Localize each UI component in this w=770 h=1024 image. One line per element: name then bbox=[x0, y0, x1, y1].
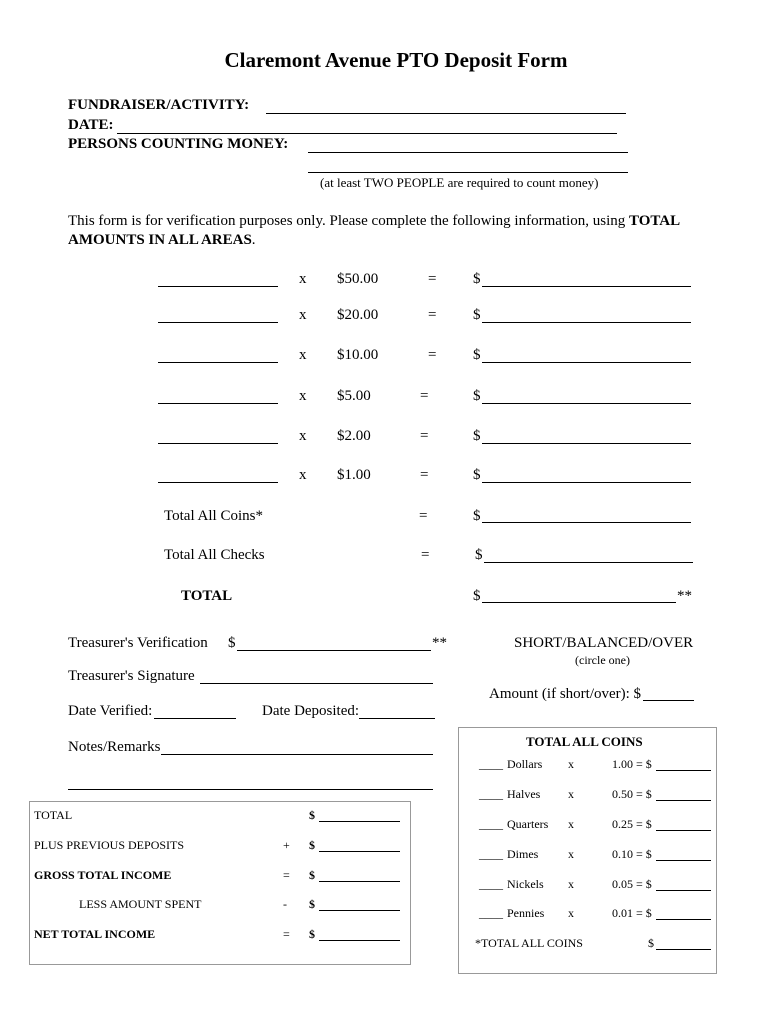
summary-row-dollar: $ bbox=[309, 838, 315, 852]
denomination-count-field[interactable] bbox=[158, 443, 278, 444]
coin-amount-field[interactable] bbox=[656, 860, 711, 861]
denomination-equals: = bbox=[428, 307, 437, 323]
denomination-value: $5.00 bbox=[337, 388, 371, 404]
coin-count-blank: ____ bbox=[479, 817, 503, 831]
coins-total-field[interactable] bbox=[656, 949, 711, 950]
summary-row-amount-field[interactable] bbox=[319, 940, 400, 941]
treasurer-verification-label: Treasurer's Verification bbox=[68, 635, 208, 651]
page-title: Claremont Avenue PTO Deposit Form bbox=[224, 48, 568, 72]
denomination-equals: = bbox=[428, 347, 437, 363]
coin-multiply: x bbox=[568, 877, 574, 891]
treasurer-signature-label: Treasurer's Signature bbox=[68, 668, 195, 684]
coin-multiply: x bbox=[568, 847, 574, 861]
summary-row-label: LESS AMOUNT SPENT bbox=[79, 897, 202, 911]
denomination-equals: = bbox=[420, 388, 429, 404]
date-deposited-field[interactable] bbox=[359, 718, 435, 719]
coin-count-blank: ____ bbox=[479, 877, 503, 891]
amount-short-over-label: Amount (if short/over): $ bbox=[489, 686, 642, 702]
denomination-amount-field[interactable] bbox=[482, 443, 691, 444]
coin-value: 1.00 = $ bbox=[612, 757, 652, 771]
summary-row-operator: - bbox=[283, 897, 287, 911]
summary-row-label: PLUS PREVIOUS DEPOSITS bbox=[34, 838, 185, 852]
persons-counting-field-2[interactable] bbox=[308, 172, 628, 173]
denomination-count-field[interactable] bbox=[158, 403, 278, 404]
treasurer-signature-field[interactable] bbox=[200, 683, 433, 684]
denomination-value: $10.00 bbox=[337, 347, 379, 363]
total-coins-amount-field[interactable] bbox=[482, 522, 691, 523]
fundraiser-label: FUNDRAISER/ACTIVITY: bbox=[68, 97, 250, 113]
summary-row-amount-field[interactable] bbox=[319, 821, 400, 822]
persons-counting-label: PERSONS COUNTING MONEY: bbox=[68, 136, 289, 152]
denomination-amount-field[interactable] bbox=[482, 482, 691, 483]
treasurer-verification-field[interactable] bbox=[237, 650, 431, 651]
coins-box-title: TOTAL ALL COINS bbox=[526, 734, 643, 749]
notes-label: Notes/Remarks bbox=[68, 739, 161, 755]
grand-total-dollar: $ bbox=[473, 588, 481, 604]
summary-row-dollar: $ bbox=[309, 927, 315, 941]
grand-total-amount-field[interactable] bbox=[482, 602, 676, 603]
date-field[interactable] bbox=[117, 133, 617, 134]
denomination-equals: = bbox=[428, 271, 437, 287]
date-verified-label: Date Verified: bbox=[68, 703, 153, 719]
coin-value: 0.05 = $ bbox=[612, 877, 652, 891]
denomination-multiply: x bbox=[299, 388, 307, 404]
coin-value: 0.25 = $ bbox=[612, 817, 652, 831]
coin-count-blank: ____ bbox=[479, 787, 503, 801]
denomination-multiply: x bbox=[299, 307, 307, 323]
summary-row-dollar: $ bbox=[309, 868, 315, 882]
summary-row-amount-field[interactable] bbox=[319, 881, 400, 882]
coin-value: 0.10 = $ bbox=[612, 847, 652, 861]
coin-value: 0.01 = $ bbox=[612, 906, 652, 920]
denomination-amount-field[interactable] bbox=[482, 362, 691, 363]
grand-total-label: TOTAL bbox=[181, 588, 233, 604]
coin-name: Quarters bbox=[507, 817, 549, 831]
coin-amount-field[interactable] bbox=[656, 919, 711, 920]
denomination-dollar: $ bbox=[473, 307, 481, 323]
date-verified-field[interactable] bbox=[154, 718, 236, 719]
persons-counting-field-1[interactable] bbox=[308, 152, 628, 153]
denomination-dollar: $ bbox=[473, 467, 481, 483]
summary-row-operator: + bbox=[283, 838, 290, 852]
short-balanced-over-title: SHORT/BALANCED/OVER bbox=[514, 635, 694, 651]
denomination-multiply: x bbox=[299, 347, 307, 363]
denomination-count-field[interactable] bbox=[158, 286, 278, 287]
amount-short-over-field[interactable] bbox=[643, 700, 694, 701]
coin-name: Dollars bbox=[507, 757, 543, 771]
denomination-equals: = bbox=[420, 428, 429, 444]
date-deposited-label: Date Deposited: bbox=[262, 703, 360, 719]
notes-field-2[interactable] bbox=[68, 789, 433, 790]
notes-field-1[interactable] bbox=[161, 754, 433, 755]
denomination-amount-field[interactable] bbox=[482, 322, 691, 323]
fundraiser-field[interactable] bbox=[266, 113, 626, 114]
summary-row-amount-field[interactable] bbox=[319, 910, 400, 911]
coin-multiply: x bbox=[568, 906, 574, 920]
grand-total-stars: ** bbox=[677, 588, 692, 604]
total-coins-equals: = bbox=[419, 508, 428, 524]
instructions: This form is for verification purposes only. Please complete the following information, using TOTAL AMOUNTS IN ALL AREAS. bbox=[68, 213, 680, 248]
summary-row-amount-field[interactable] bbox=[319, 851, 400, 852]
coin-name: Dimes bbox=[507, 847, 539, 861]
coin-name: Nickels bbox=[507, 877, 544, 891]
denomination-count-field[interactable] bbox=[158, 322, 278, 323]
summary-row-label: NET TOTAL INCOME bbox=[34, 927, 156, 941]
total-checks-dollar: $ bbox=[475, 547, 483, 563]
persons-counting-note: (at least TWO PEOPLE are required to count money) bbox=[320, 175, 599, 190]
coin-multiply: x bbox=[568, 757, 574, 771]
coin-multiply: x bbox=[568, 787, 574, 801]
coin-value: 0.50 = $ bbox=[612, 787, 652, 801]
coin-amount-field[interactable] bbox=[656, 800, 711, 801]
date-label: DATE: bbox=[68, 117, 114, 133]
denomination-dollar: $ bbox=[473, 271, 481, 287]
coin-name: Halves bbox=[507, 787, 541, 801]
coin-amount-field[interactable] bbox=[656, 890, 711, 891]
denomination-dollar: $ bbox=[473, 347, 481, 363]
total-checks-amount-field[interactable] bbox=[484, 562, 693, 563]
denomination-amount-field[interactable] bbox=[482, 403, 691, 404]
summary-row-dollar: $ bbox=[309, 808, 315, 822]
denomination-value: $20.00 bbox=[337, 307, 379, 323]
total-checks-equals: = bbox=[421, 547, 430, 563]
denomination-multiply: x bbox=[299, 467, 307, 483]
summary-row-operator: = bbox=[283, 868, 290, 882]
treasurer-verification-dollar: $ bbox=[228, 635, 236, 651]
coins-total-label: *TOTAL ALL COINS bbox=[475, 936, 583, 950]
total-coins-dollar: $ bbox=[473, 508, 481, 524]
treasurer-verification-stars: ** bbox=[432, 635, 447, 651]
coin-count-blank: ____ bbox=[479, 906, 503, 920]
denomination-multiply: x bbox=[299, 271, 307, 287]
summary-row-label: GROSS TOTAL INCOME bbox=[34, 868, 172, 882]
denomination-multiply: x bbox=[299, 428, 307, 444]
denomination-count-field[interactable] bbox=[158, 362, 278, 363]
denomination-value: $2.00 bbox=[337, 428, 371, 444]
coin-multiply: x bbox=[568, 817, 574, 831]
summary-row-operator: = bbox=[283, 927, 290, 941]
coin-count-blank: ____ bbox=[479, 757, 503, 771]
coin-count-blank: ____ bbox=[479, 847, 503, 861]
denomination-equals: = bbox=[420, 467, 429, 483]
summary-row-label: TOTAL bbox=[34, 808, 73, 822]
denomination-dollar: $ bbox=[473, 428, 481, 444]
summary-row-dollar: $ bbox=[309, 897, 315, 911]
total-checks-label: Total All Checks bbox=[164, 547, 265, 563]
coins-total-dollar: $ bbox=[648, 936, 654, 950]
denomination-count-field[interactable] bbox=[158, 482, 278, 483]
coin-name: Pennies bbox=[507, 906, 545, 920]
coin-amount-field[interactable] bbox=[656, 770, 711, 771]
circle-one-note: (circle one) bbox=[575, 653, 630, 667]
total-coins-label: Total All Coins* bbox=[164, 508, 263, 524]
coin-amount-field[interactable] bbox=[656, 830, 711, 831]
denomination-value: $50.00 bbox=[337, 271, 379, 287]
denomination-value: $1.00 bbox=[337, 467, 371, 483]
denomination-amount-field[interactable] bbox=[482, 286, 691, 287]
denomination-dollar: $ bbox=[473, 388, 481, 404]
